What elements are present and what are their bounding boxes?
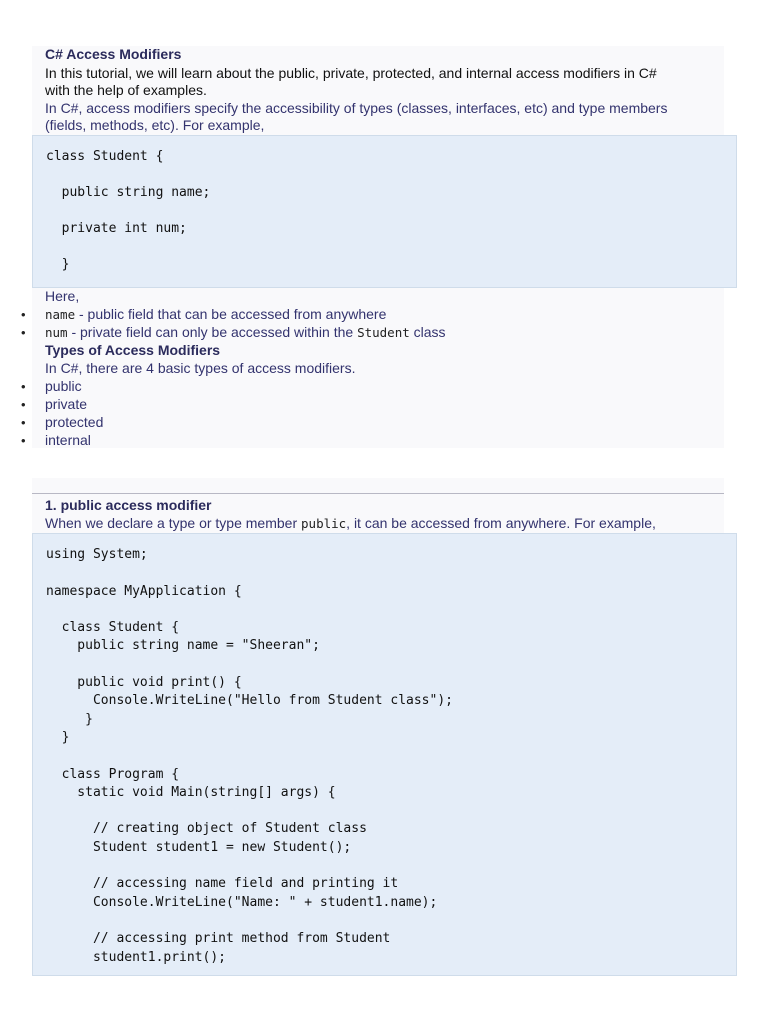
section-text: In C#, there are 4 basic types of access modifiers. bbox=[45, 360, 356, 376]
intro-text: In C#, access modifiers specify the accessibility of types (classes, interfaces, etc) and type members bbox=[45, 100, 668, 116]
section-heading: 1. public access modifier bbox=[45, 497, 212, 513]
list-item: internal bbox=[45, 432, 91, 448]
bullet: • bbox=[21, 379, 26, 394]
list-item-text: - private field can only be accessed within the bbox=[67, 324, 358, 340]
bullet: • bbox=[21, 397, 26, 412]
intro-text: with the help of examples. bbox=[45, 82, 207, 98]
list-item-text: class bbox=[409, 324, 446, 340]
here-text: Here, bbox=[45, 288, 80, 304]
code-block-student bbox=[32, 135, 737, 288]
code-text: class Student { public string name; private int num; } bbox=[46, 149, 211, 272]
list-item-text: - public field that can be accessed from anywhere bbox=[75, 306, 387, 322]
list-item bbox=[45, 324, 446, 341]
list-item bbox=[45, 306, 386, 323]
bullet: • bbox=[21, 307, 26, 322]
intro-text: In this tutorial, we will learn about the public, private, protected, and internal access modifiers in C# bbox=[45, 65, 657, 81]
bullet: • bbox=[21, 433, 26, 448]
code-block-public-example bbox=[32, 533, 737, 976]
intro-text: (fields, methods, etc). For example, bbox=[45, 117, 265, 133]
divider bbox=[32, 493, 724, 494]
bullet: • bbox=[21, 325, 26, 340]
inline-code: num bbox=[45, 325, 68, 340]
section-heading: Types of Access Modifiers bbox=[45, 342, 221, 358]
list-item: protected bbox=[45, 414, 104, 430]
list-item: private bbox=[45, 396, 88, 412]
code-text: using System; namespace MyApplication { class Student { public string name = "Sheeran"; public void print() { Console.WriteLine("Hello from Student class"); } } class Program { static void Main(string[] args) { // creating object of Student class Student student1 = new Student(); // accessing name field and printing it Console.WriteLine("Name: " + student1.name); // accessing print method from Student student1.print(); bbox=[46, 547, 453, 965]
inline-code: public bbox=[301, 516, 347, 531]
inline-code: Student bbox=[357, 325, 410, 340]
bullet: • bbox=[21, 415, 26, 430]
list-item: public bbox=[45, 378, 82, 394]
inline-code: name bbox=[45, 307, 76, 322]
section-text: When we declare a type or type member public, it can be accessed from anywhere. For example, bbox=[45, 515, 656, 531]
page-title: C# Access Modifiers bbox=[45, 46, 182, 62]
